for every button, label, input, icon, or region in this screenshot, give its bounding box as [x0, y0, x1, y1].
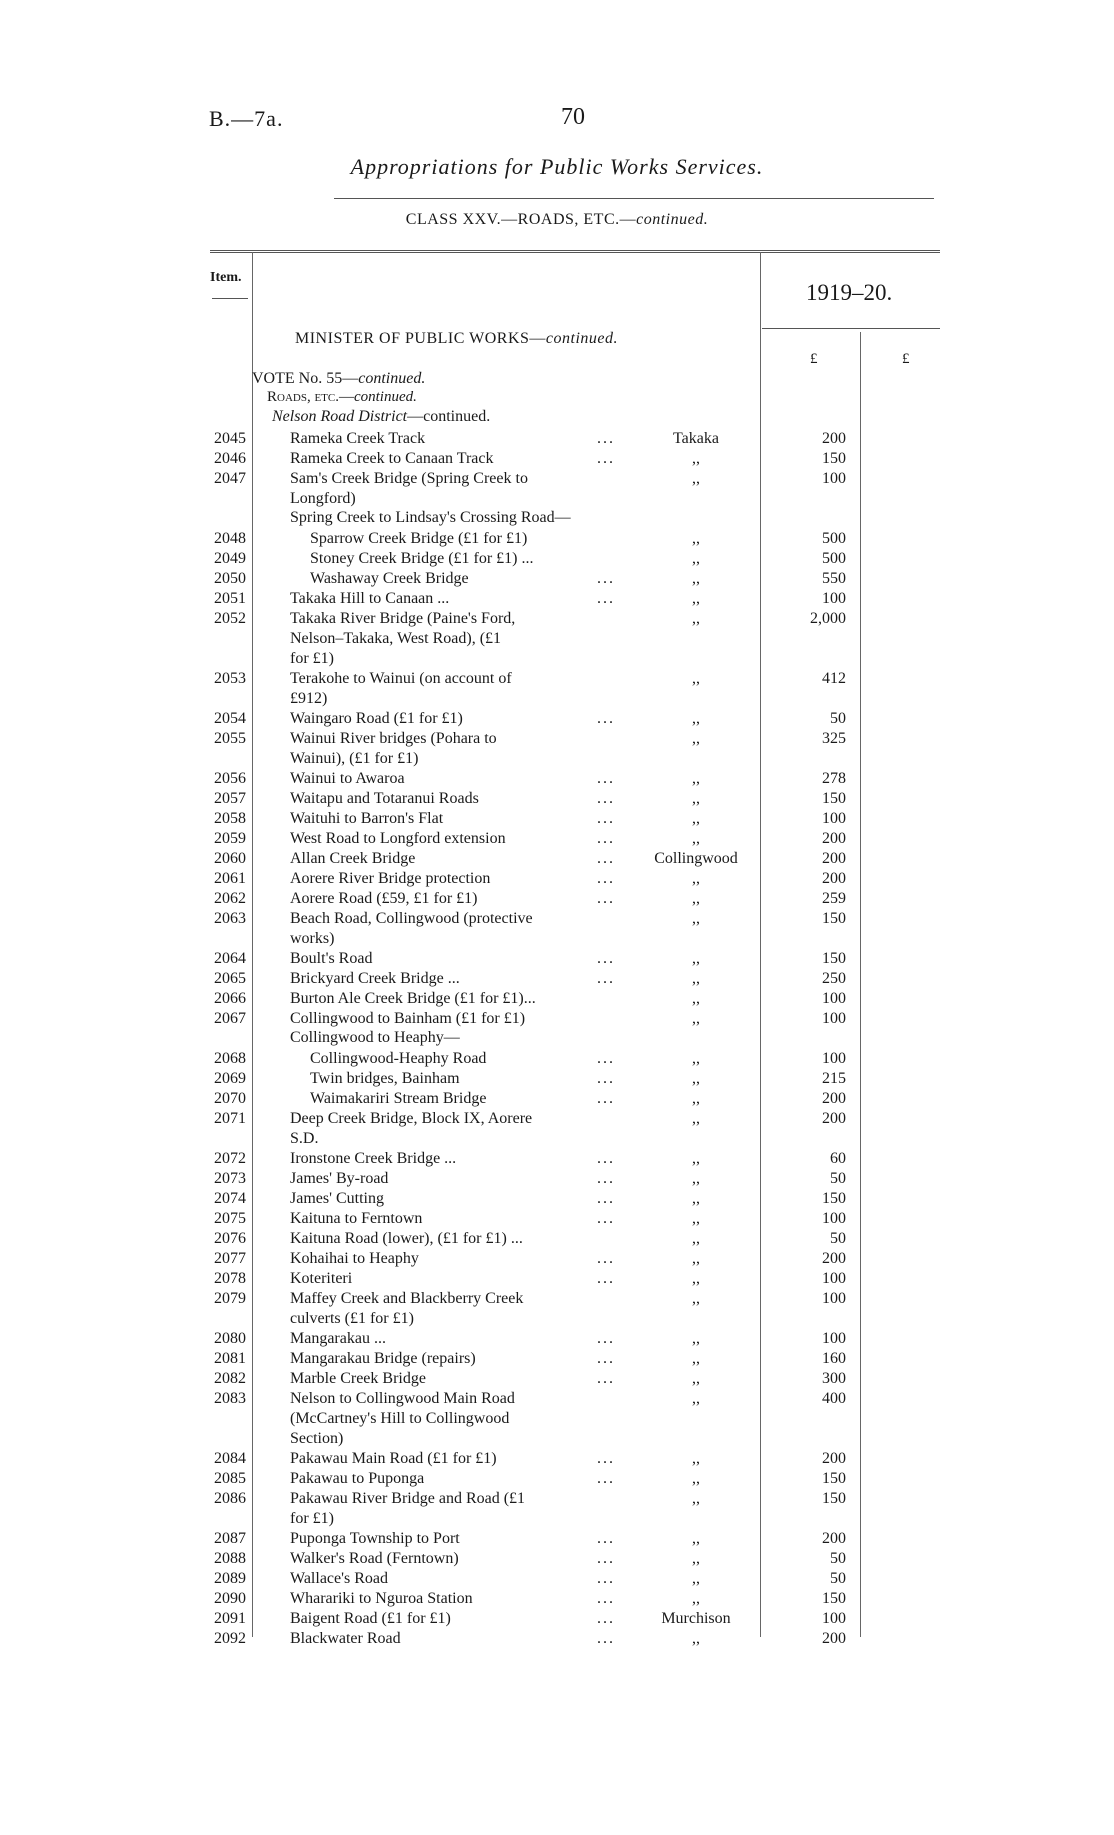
item-description: Allan Creek Bridge: [290, 850, 416, 867]
item-description: Aorere River Bridge protection: [290, 870, 491, 887]
item-amount: 150: [822, 950, 846, 967]
item-number: 2078: [214, 1270, 246, 1287]
item-location: ,,: [692, 1450, 700, 1467]
item-amount: 100: [822, 1210, 846, 1227]
leader-dots: ...: [597, 1150, 615, 1167]
item-location: ,,: [692, 990, 700, 1007]
table-top-rule: [210, 250, 940, 251]
leader-dots: ...: [597, 1270, 615, 1287]
leader-dots: ...: [597, 1330, 615, 1347]
item-location: ,,: [692, 890, 700, 907]
item-amount: 50: [830, 1170, 846, 1187]
item-location: ,,: [692, 1330, 700, 1347]
item-amount: 100: [822, 1270, 846, 1287]
item-number: 2075: [214, 1210, 246, 1227]
vote-text: VOTE No. 55—: [252, 370, 359, 387]
item-description: West Road to Longford extension: [290, 830, 506, 847]
leader-dots: ...: [597, 1050, 615, 1067]
item-description: Baigent Road (£1 for £1): [290, 1610, 451, 1627]
roads-continued: continued.: [353, 389, 417, 405]
title-rule: [334, 198, 934, 199]
item-location: ,,: [692, 1110, 700, 1127]
item-location: ,,: [692, 1170, 700, 1187]
item-number: 2076: [214, 1230, 246, 1247]
item-location: ,,: [692, 450, 700, 467]
item-amount: 2,000: [810, 610, 846, 627]
item-description: Kohaihai to Heaphy: [290, 1250, 419, 1267]
class-heading-text: CLASS XXV.—ROADS, ETC.—: [405, 211, 637, 228]
item-amount: 60: [830, 1150, 846, 1167]
item-location: ,,: [692, 870, 700, 887]
item-description: Twin bridges, Bainham: [310, 1070, 460, 1087]
item-description: Marble Creek Bridge: [290, 1370, 426, 1387]
leader-dots: ...: [597, 1370, 615, 1387]
item-location: ,,: [692, 1070, 700, 1087]
item-column-rule: [252, 252, 253, 1637]
item-number: 2088: [214, 1550, 246, 1567]
item-description: Ironstone Creek Bridge ...: [290, 1150, 457, 1167]
item-number: 2090: [214, 1590, 246, 1607]
leader-dots: ...: [597, 870, 615, 887]
item-description: Blackwater Road: [290, 1630, 401, 1647]
item-amount: 50: [830, 1550, 846, 1567]
item-number: 2060: [214, 850, 246, 867]
item-location: ,,: [692, 1090, 700, 1107]
item-number: 2071: [214, 1110, 246, 1127]
item-location: ,,: [692, 1470, 700, 1487]
item-amount: 259: [822, 890, 846, 907]
item-description: Terakohe to Wainui (on account of £912): [290, 670, 512, 707]
item-description: Collingwood-Heaphy Road: [310, 1050, 487, 1067]
item-location: Murchison: [661, 1610, 731, 1627]
item-number: 2068: [214, 1050, 246, 1067]
item-location: ,,: [692, 910, 700, 927]
item-amount: 100: [822, 1330, 846, 1347]
year-header-rule: [762, 328, 940, 329]
item-location: ,,: [692, 1290, 700, 1307]
item-number: 2089: [214, 1570, 246, 1587]
item-number: 2084: [214, 1450, 246, 1467]
item-number: 2057: [214, 790, 246, 807]
item-amount: 50: [830, 1570, 846, 1587]
leader-dots: ...: [597, 850, 615, 867]
item-amount: 215: [822, 1070, 846, 1087]
item-description: Wainui to Awaroa: [290, 770, 405, 787]
leader-dots: ...: [597, 450, 615, 467]
item-number: 2080: [214, 1330, 246, 1347]
item-location: ,,: [692, 1550, 700, 1567]
table-top-rule-2: [210, 252, 940, 253]
item-amount: 150: [822, 1490, 846, 1507]
district-heading: [272, 408, 490, 426]
roads-heading: [267, 389, 417, 406]
item-description: Pakawau to Puponga: [290, 1470, 425, 1487]
item-amount: 200: [822, 870, 846, 887]
item-number: 2069: [214, 1070, 246, 1087]
leader-dots: ...: [597, 1350, 615, 1367]
item-amount: 100: [822, 810, 846, 827]
item-description: Pakawau Main Road (£1 for £1): [290, 1450, 497, 1467]
item-number: 2072: [214, 1150, 246, 1167]
item-description: Kaituna Road (lower), (£1 for £1) ...: [290, 1230, 523, 1247]
item-location: ,,: [692, 1490, 700, 1507]
item-location: ,,: [692, 1250, 700, 1267]
item-amount: 500: [822, 530, 846, 547]
item-amount: 200: [822, 1630, 846, 1647]
leader-dots: ...: [597, 1610, 615, 1627]
leader-dots: ...: [597, 1530, 615, 1547]
minister-continued: continued.: [545, 330, 618, 347]
minister-heading: [295, 330, 618, 348]
item-description: Maffey Creek and Blackberry Creek culverts (£1 for £1): [290, 1290, 524, 1327]
item-location: ,,: [692, 1210, 700, 1227]
item-location: ,,: [692, 1350, 700, 1367]
item-number: 2091: [214, 1610, 246, 1627]
item-number: 2077: [214, 1250, 246, 1267]
item-description: Takaka Hill to Canaan ...: [290, 590, 450, 607]
item-amount: 500: [822, 550, 846, 567]
item-number: 2045: [214, 430, 246, 447]
subheading-spring-creek: Spring Creek to Lindsay's Crossing Road—: [290, 509, 571, 526]
item-location: ,,: [692, 1390, 700, 1407]
item-number: 2046: [214, 450, 246, 467]
item-location: ,,: [692, 1530, 700, 1547]
leader-dots: ...: [597, 1450, 615, 1467]
leader-dots: ...: [597, 830, 615, 847]
item-description: Pakawau River Bridge and Road (£1 for £1): [290, 1490, 526, 1527]
item-description: Mangarakau ...: [290, 1330, 386, 1347]
item-number: 2081: [214, 1350, 246, 1367]
item-amount: 50: [830, 710, 846, 727]
item-number: 2053: [214, 670, 246, 687]
item-description: Walker's Road (Ferntown): [290, 1550, 459, 1567]
item-amount: 200: [822, 1530, 846, 1547]
item-amount: 100: [822, 590, 846, 607]
item-number: 2087: [214, 1530, 246, 1547]
item-location: ,,: [692, 810, 700, 827]
leader-dots: ...: [597, 950, 615, 967]
item-location: ,,: [692, 1050, 700, 1067]
roads-text: Roads, etc.—: [267, 389, 354, 405]
item-location: ,,: [692, 1570, 700, 1587]
item-location: ,,: [692, 1630, 700, 1647]
item-amount: 278: [822, 770, 846, 787]
leader-dots: ...: [597, 970, 615, 987]
item-amount: 100: [822, 470, 846, 487]
leader-dots: ...: [597, 790, 615, 807]
item-amount: 50: [830, 1230, 846, 1247]
leader-dots: ...: [597, 1630, 615, 1647]
item-location: ,,: [692, 1150, 700, 1167]
item-description: Wallace's Road: [290, 1570, 388, 1587]
leader-dots: ...: [597, 770, 615, 787]
item-amount: 400: [822, 1390, 846, 1407]
item-number: 2074: [214, 1190, 246, 1207]
item-header-rule: [212, 298, 248, 299]
item-column-header: Item.: [210, 270, 242, 285]
item-description: Burton Ale Creek Bridge (£1 for £1)...: [290, 990, 536, 1007]
item-amount: 150: [822, 450, 846, 467]
leader-dots: ...: [597, 890, 615, 907]
item-description: Collingwood to Bainham (£1 for £1): [290, 1010, 526, 1027]
leader-dots: ...: [597, 810, 615, 827]
item-description: James' By-road: [290, 1170, 389, 1187]
minister-text: MINISTER OF PUBLIC WORKS—: [295, 330, 546, 347]
item-description: Wharariki to Nguroa Station: [290, 1590, 473, 1607]
location-column-rule: [760, 252, 761, 1637]
page-title: Appropriations for Public Works Services.: [350, 154, 764, 179]
vote-heading: [252, 370, 425, 388]
item-number: 2054: [214, 710, 246, 727]
item-number: 2064: [214, 950, 246, 967]
item-number: 2052: [214, 610, 246, 627]
item-number: 2070: [214, 1090, 246, 1107]
item-location: ,,: [692, 970, 700, 987]
item-number: 2051: [214, 590, 246, 607]
page-number: 70: [561, 104, 585, 130]
district-text: Nelson Road District: [272, 408, 408, 425]
item-description: Sparrow Creek Bridge (£1 for £1): [310, 530, 528, 547]
leader-dots: ...: [597, 1570, 615, 1587]
leader-dots: ...: [597, 1170, 615, 1187]
item-number: 2063: [214, 910, 246, 927]
leader-dots: ...: [597, 1070, 615, 1087]
item-location: ,,: [692, 550, 700, 567]
item-description: Aorere Road (£59, £1 for £1): [290, 890, 478, 907]
item-location: ,,: [692, 670, 700, 687]
item-amount: 200: [822, 850, 846, 867]
leader-dots: ...: [597, 430, 615, 447]
item-description: Nelson to Collingwood Main Road (McCartney's Hill to Collingwood Section): [290, 1390, 515, 1447]
item-number: 2067: [214, 1010, 246, 1027]
amount-column-rule: [860, 332, 861, 1637]
item-amount: 412: [822, 670, 846, 687]
vote-continued: continued.: [358, 370, 426, 387]
item-location: ,,: [692, 530, 700, 547]
class-heading-continued: continued.: [636, 211, 709, 228]
item-location: ,,: [692, 830, 700, 847]
item-description: Waingaro Road (£1 for £1): [290, 710, 463, 727]
item-location: ,,: [692, 950, 700, 967]
item-number: 2050: [214, 570, 246, 587]
district-continued: —continued.: [407, 408, 491, 425]
item-location: Takaka: [673, 430, 719, 447]
item-amount: 200: [822, 830, 846, 847]
leader-dots: ...: [597, 1090, 615, 1107]
item-location: ,,: [692, 790, 700, 807]
item-amount: 200: [822, 1090, 846, 1107]
document-reference: B.—7a.: [209, 106, 284, 131]
item-number: 2092: [214, 1630, 246, 1647]
item-amount: 200: [822, 1250, 846, 1267]
item-description: Waituhi to Barron's Flat: [290, 810, 444, 827]
item-number: 2058: [214, 810, 246, 827]
item-number: 2086: [214, 1490, 246, 1507]
leader-dots: ...: [597, 1210, 615, 1227]
item-location: ,,: [692, 470, 700, 487]
item-amount: 325: [822, 730, 846, 747]
item-location: ,,: [692, 1190, 700, 1207]
leader-dots: ...: [597, 590, 615, 607]
item-description: Brickyard Creek Bridge ...: [290, 970, 460, 987]
leader-dots: ...: [597, 1590, 615, 1607]
item-amount: 150: [822, 910, 846, 927]
item-amount: 100: [822, 1010, 846, 1027]
currency-header-2: £: [902, 351, 910, 367]
item-location: ,,: [692, 570, 700, 587]
item-description: Takaka River Bridge (Paine's Ford, Nelson–Takaka, West Road), (£1 for £1): [290, 610, 516, 667]
item-description: Waitapu and Totaranui Roads: [290, 790, 479, 807]
item-location: ,,: [692, 1010, 700, 1027]
item-amount: 100: [822, 990, 846, 1007]
item-number: 2055: [214, 730, 246, 747]
item-amount: 300: [822, 1370, 846, 1387]
leader-dots: ...: [597, 570, 615, 587]
class-heading: [0, 211, 1114, 229]
leader-dots: ...: [597, 1470, 615, 1487]
currency-header-1: £: [810, 351, 818, 367]
item-amount: 200: [822, 1110, 846, 1127]
item-description: Boult's Road: [290, 950, 373, 967]
item-number: 2079: [214, 1290, 246, 1307]
item-number: 2065: [214, 970, 246, 987]
item-description: Rameka Creek to Canaan Track: [290, 450, 494, 467]
item-description: Rameka Creek Track: [290, 430, 426, 447]
item-location: ,,: [692, 730, 700, 747]
item-description: Puponga Township to Port: [290, 1530, 460, 1547]
item-location: ,,: [692, 610, 700, 627]
item-amount: 100: [822, 1610, 846, 1627]
leader-dots: ...: [597, 710, 615, 727]
item-amount: 160: [822, 1350, 846, 1367]
item-description: Washaway Creek Bridge: [310, 570, 469, 587]
item-number: 2059: [214, 830, 246, 847]
item-description: Sam's Creek Bridge (Spring Creek to Longford): [290, 470, 528, 507]
item-description: Mangarakau Bridge (repairs): [290, 1350, 476, 1367]
item-number: 2085: [214, 1470, 246, 1487]
item-amount: 200: [822, 1450, 846, 1467]
leader-dots: ...: [597, 1190, 615, 1207]
item-number: 2062: [214, 890, 246, 907]
item-location: ,,: [692, 1230, 700, 1247]
item-amount: 200: [822, 430, 846, 447]
item-number: 2083: [214, 1390, 246, 1407]
item-amount: 150: [822, 1190, 846, 1207]
item-number: 2073: [214, 1170, 246, 1187]
item-amount: 100: [822, 1290, 846, 1307]
item-number: 2082: [214, 1370, 246, 1387]
subheading-collingwood-heaphy: Collingwood to Heaphy—: [290, 1029, 460, 1046]
item-location: Collingwood: [654, 850, 738, 867]
item-description: Koteriteri: [290, 1270, 353, 1287]
item-description: Wainui River bridges (Pohara to Wainui), (£1 for £1): [290, 730, 497, 767]
year-column-header: 1919–20.: [806, 280, 893, 305]
item-number: 2056: [214, 770, 246, 787]
item-description: James' Cutting: [290, 1190, 384, 1207]
item-number: 2047: [214, 470, 246, 487]
item-description: Kaituna to Ferntown: [290, 1210, 423, 1227]
item-number: 2066: [214, 990, 246, 1007]
item-amount: 150: [822, 790, 846, 807]
item-amount: 550: [822, 570, 846, 587]
item-description: Deep Creek Bridge, Block IX, Aorere S.D.: [290, 1110, 533, 1147]
item-amount: 150: [822, 1470, 846, 1487]
item-number: 2048: [214, 530, 246, 547]
item-location: ,,: [692, 770, 700, 787]
item-amount: 100: [822, 1050, 846, 1067]
leader-dots: ...: [597, 1250, 615, 1267]
item-location: ,,: [692, 590, 700, 607]
item-description: Waimakariri Stream Bridge: [310, 1090, 487, 1107]
item-amount: 150: [822, 1590, 846, 1607]
item-location: ,,: [692, 1370, 700, 1387]
item-description: Beach Road, Collingwood (protective works): [290, 910, 533, 947]
leader-dots: ...: [597, 1550, 615, 1567]
item-description: Stoney Creek Bridge (£1 for £1) ...: [310, 550, 534, 567]
item-number: 2049: [214, 550, 246, 567]
item-location: ,,: [692, 1590, 700, 1607]
item-amount: 250: [822, 970, 846, 987]
item-location: ,,: [692, 710, 700, 727]
item-location: ,,: [692, 1270, 700, 1287]
item-number: 2061: [214, 870, 246, 887]
